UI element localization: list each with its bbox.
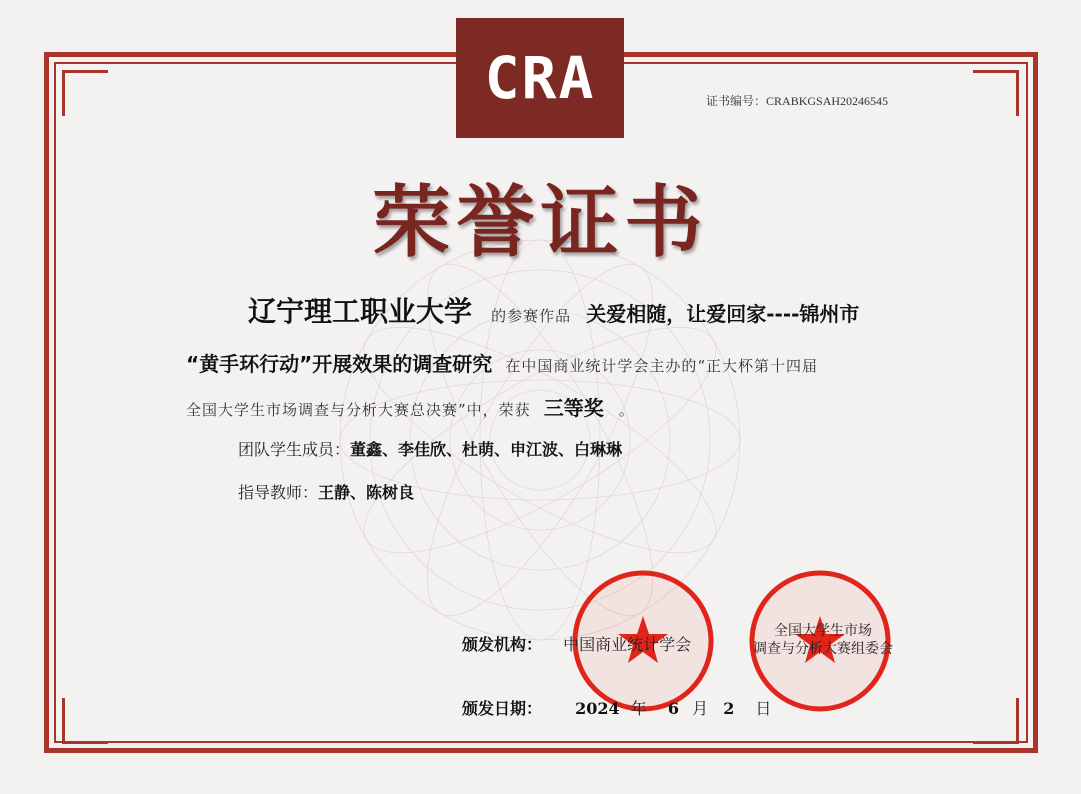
end-mark: 。 bbox=[618, 401, 635, 419]
body-line-3 bbox=[186, 392, 635, 421]
month-unit: 月 bbox=[692, 699, 709, 718]
advisor-label: 指导教师： bbox=[238, 483, 319, 502]
team-label: 团队学生成员： bbox=[238, 440, 351, 459]
body-line-1 bbox=[248, 290, 859, 330]
certificate-title: 荣誉证书 bbox=[372, 178, 709, 268]
work-title-part1: 关爱相随，让爱回家----锦州市 bbox=[586, 302, 860, 326]
committee-name-line2: 调查与分析大赛组委会 bbox=[753, 641, 893, 657]
issue-day: 2 bbox=[723, 699, 735, 718]
advisor-row bbox=[238, 480, 414, 503]
issuer-label: 颁发机构： bbox=[462, 635, 543, 654]
issuer-name: 中国商业统计学会 bbox=[563, 635, 692, 654]
corner-ornament bbox=[62, 70, 108, 116]
committee-name bbox=[740, 622, 906, 658]
certificate-number bbox=[706, 92, 888, 109]
corner-ornament bbox=[973, 698, 1019, 744]
competition-text-2: 全国大学生市场调查与分析大赛总决赛”中，荣获 bbox=[186, 401, 531, 419]
school-name: 辽宁理工职业大学 bbox=[248, 295, 473, 328]
competition-text-1: 在中国商业统计学会主办的“正大杯第十四届 bbox=[505, 357, 819, 375]
cra-logo bbox=[456, 18, 624, 138]
award-level: 三等奖 bbox=[543, 396, 604, 420]
team-members: 董鑫、李佳欣、杜萌、申江波、白琳琳 bbox=[350, 440, 623, 459]
team-members-row bbox=[238, 437, 622, 460]
body-line-2 bbox=[186, 348, 818, 377]
certificate-number-label: 证书编号： bbox=[706, 94, 767, 108]
year-unit: 年 bbox=[630, 699, 647, 718]
day-unit: 日 bbox=[755, 699, 772, 718]
committee-name-line1: 全国大学生市场 bbox=[774, 623, 872, 639]
advisor-names: 王静、陈树良 bbox=[318, 483, 415, 502]
logo-text: CRA bbox=[484, 44, 596, 112]
issue-date-label: 颁发日期： bbox=[462, 699, 543, 718]
entry-text: 的参赛作品 bbox=[491, 307, 572, 325]
issue-year: 2024 bbox=[575, 699, 620, 718]
corner-ornament bbox=[973, 70, 1019, 116]
corner-ornament bbox=[62, 698, 108, 744]
issue-month: 6 bbox=[667, 699, 679, 718]
work-title-part2: “黄手环行动”开展效果的调查研究 bbox=[186, 352, 493, 376]
certificate-number-value: CRABKGSAH20246545 bbox=[766, 94, 889, 108]
issuer-row bbox=[462, 632, 691, 655]
issue-date-row bbox=[462, 696, 771, 719]
